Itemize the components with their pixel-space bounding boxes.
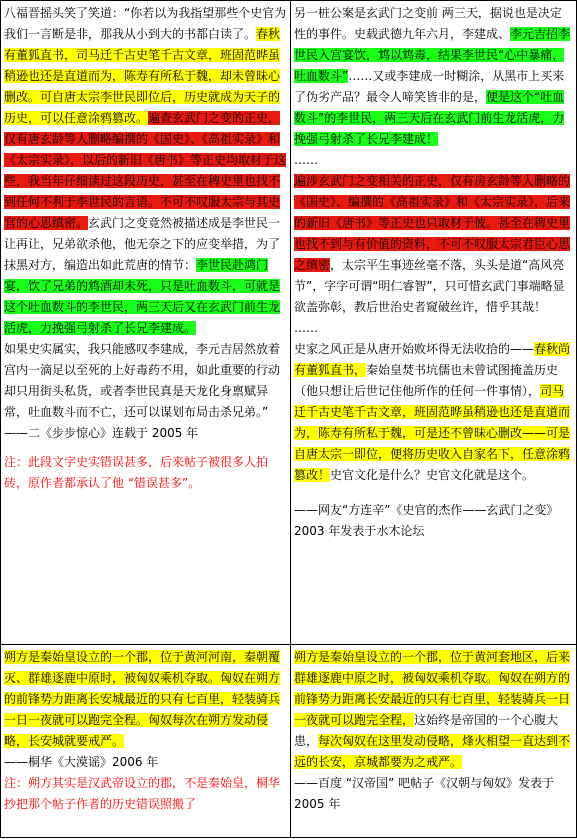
source-line: ——网友“方连辛”《史官的杰作——玄武门之变》2003 年发表于水木论坛 bbox=[294, 503, 559, 538]
right-cell-2 bbox=[291, 645, 577, 838]
left-cell-1 bbox=[1, 1, 291, 645]
comparison-row bbox=[1, 1, 577, 645]
left-passage-1: 八福晋摇头笑了笑道：“你若以为我指望那些个史官为我们一言断是非，那我从小到大的书都白读了。春秋有董狐直书，司马迁千古史笔千古文章，班固范晔虽稍逊也还是直道而为，陈寿有所私于魏，却未曾昧心删改。可自唐太宗李世民即位后，历史就成为天子的历史，可以任意涂鸦篡改。遍查玄武门之变的正史，仅有唐玄龄等人删略编撰的《国史》、《高祖实录》和《太宗实录》，以后的新旧《唐书》等正史均取材于这些，我当年仔细读过这段历史，甚至在稗史里也找不到任何不利于李世民的言语。不可不叹服太宗与其史官的心思缜密。玄武门之变竟然被描述成是李世民一让再让，兄弟欲杀他，他无奈之下的应变举措，为了抹黑对方，编造出如此荒唐的情节：李世民赴鸿门宴，饮了兄弟的鸩酒却未死，只是吐血数斗，可就是这个吐血数斗的李世民，两三天后又在玄武门前生龙活虎，力挽强弓射杀了长兄李建成。 bbox=[4, 6, 287, 335]
note: 注：朔方其实是汉武帝设立的郡，不是秦始皇，桐华抄把那个帖子作者的历史错误照搬了 bbox=[4, 776, 281, 811]
left-cell-2 bbox=[1, 645, 291, 838]
right-passage-1: 朔方是秦始皇设立的一个郡，位于黄河套地区，后来群雄逐鹿中原之时，被匈奴乘机夺取。匈奴在朔方的前锋势力距离长安最近的只有七百里，轻装骑兵一日一夜就可以跑完全程，这始终是帝国的一个心腹大患，每次匈奴在这里发动侵略，烽火相望一直达到不远的长安，京城都要为之戒严。 bbox=[294, 650, 571, 769]
note: 注：此段文字史实错误甚多，后来帖子被很多人拍砖，原作者都承认了他 “错误甚多”。 bbox=[4, 455, 269, 490]
right-passage-1: 另一桩公案是玄武门之变前 两三天，据说也是决定性的事件。史载武德九年六月，李建成、李元吉招李世民入宫宴饮，鸩以鸩毒，结果李世民“心中暴痛，吐血数斗”……又或李建成一时糊涂，从黑市上买来了伪劣产品？最令人啼笑皆非的是，便是这个“吐血数斗”的李世民，两三天后在玄武门前生龙活虎，力挽强弓射杀了长兄李建成！ bbox=[294, 6, 571, 146]
left-passage-2: 如果史实属实，我只能感叹李建成，李元吉居然放着宫内一滴足以至死的上好毒药不用，如此重要的行动却只用街头私货，或者李世民真是天龙化身禀赋异常，吐血数斗而不亡，还可以谋划布局击杀兄弟。” bbox=[4, 342, 281, 419]
right-cell-1 bbox=[291, 1, 577, 645]
right-passage-2: 遍涉玄武门之变相关的正史，仅有房玄龄等人删略的《国史》、编撰的《高祖实录》和《太宗实录》，后来的新旧《唐书》等正史也只取材于彼。甚至在稗史里也找不到与有价值的资料，不可不叹服太宗君臣心思之缜密，太宗平生事迹丝毫不落，头头是道“高风亮节”，字字可谓“明仁睿智”，只可惜玄武门事端略显欲盖弥彰，教后世治史者窥破丝许，惜乎其哉！ bbox=[294, 174, 571, 314]
source-line: ——二《步步惊心》连载于 2005 年 bbox=[4, 426, 199, 440]
source-line: ——百度 “汉帝国” 吧帖子《汉朝与匈奴》发表于 2005 年 bbox=[294, 776, 555, 811]
right-passage-3: 史家之风正是从唐开始败坏得无法收拾的——春秋尚有董狐直书，秦始皇焚书坑儒也未曾试图掩盖历史（他只想让后世记住他所作的任何一件事情），司马迁千古史笔千古文章，班固范晔虽稍逊也还是直道而为，陈寿有所私于魏，可是还不曾昧心删改——可是自唐太宗一即位，便将历史收入自家名下，任意涂鸦篡改！史官文化是什么？史官文化就是这个。 bbox=[294, 342, 571, 482]
source-line: ——桐华《大漠谣》2006 年 bbox=[4, 755, 159, 769]
ellipsis: …… bbox=[294, 153, 318, 167]
ellipsis: …… bbox=[294, 321, 318, 335]
left-passage-1: 朔方是秦始皇设立的一个郡，位于黄河河南，秦朝覆灭、群雄逐鹿中原时，被匈奴乘机夺取。匈奴在朔方的前锋势力距离长安城最近的只有七百里，轻装骑兵一日一夜就可以跑完全程。匈奴每次在朔方发动侵略，长安城就要戒严。 bbox=[4, 650, 281, 748]
comparison-row bbox=[1, 645, 577, 838]
